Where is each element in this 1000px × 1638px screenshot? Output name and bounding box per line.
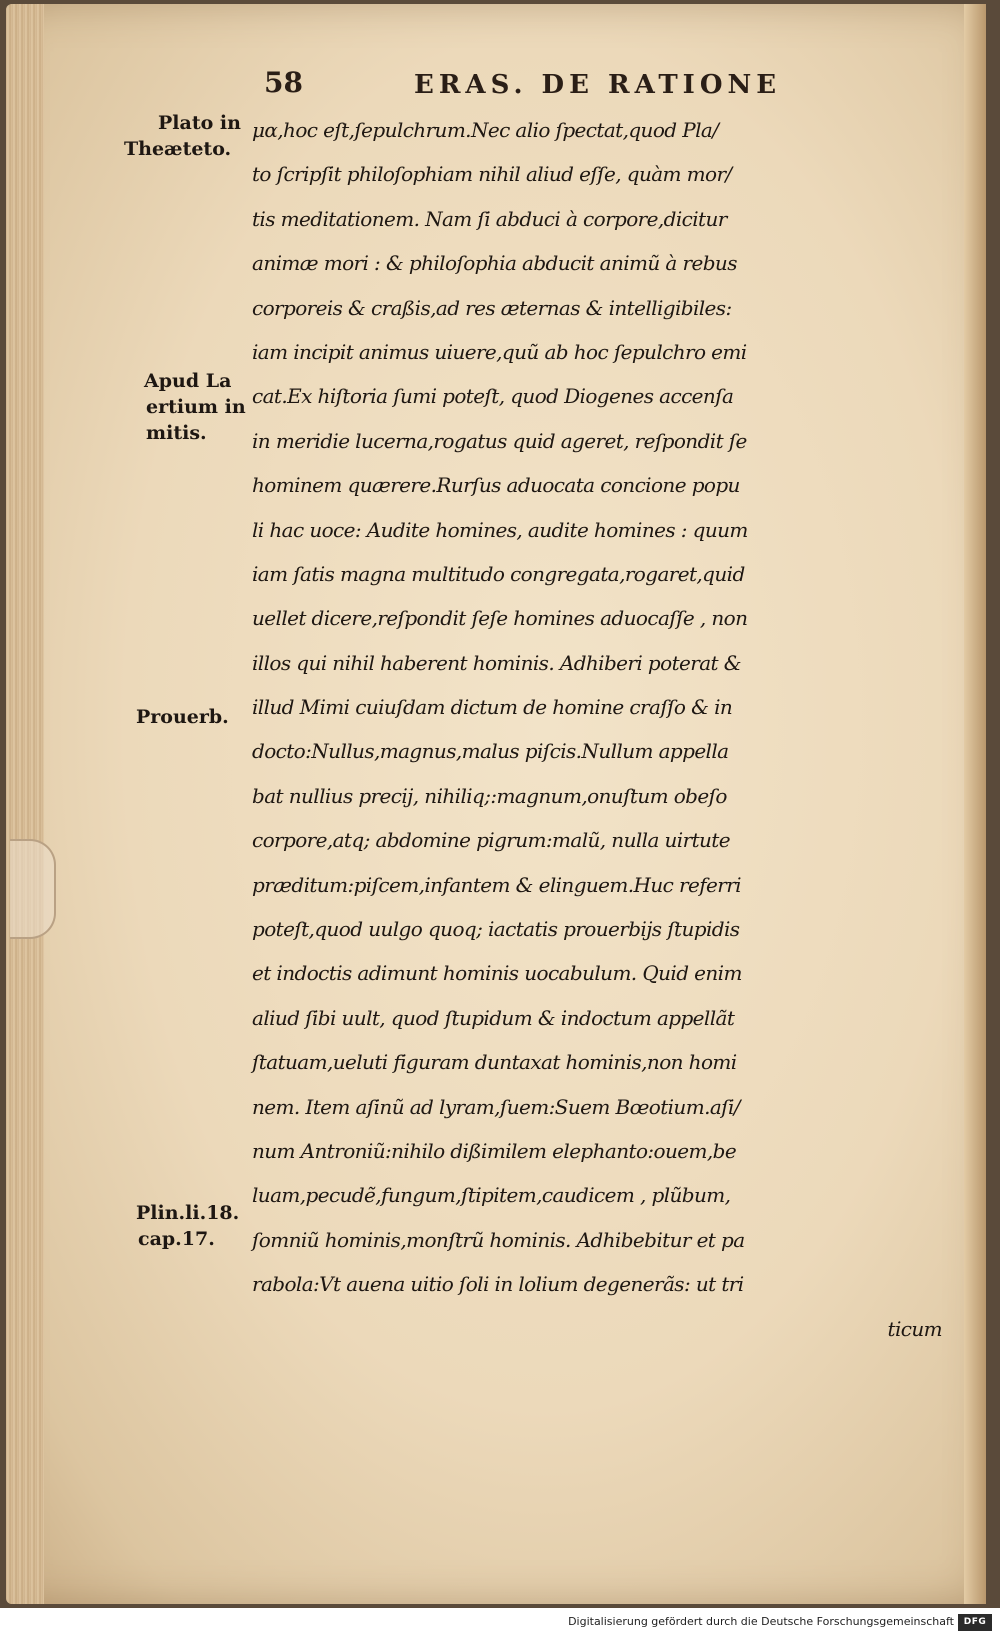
margin-note: mitis. <box>146 422 207 444</box>
text-line: to ſcripſit philoſophiam nihil aliud eſſe, quàm mor/ <box>252 162 732 187</box>
text-line: li hac uoce: Audite homines, audite homines : quum <box>252 517 748 542</box>
text-line: docto:Nullus,magnus,malus piſcis.Nullum appella <box>252 739 729 764</box>
text-line: nem. Item aſinũ ad lyram,ſuem:Suem Bœotium.aſi/ <box>252 1094 740 1119</box>
text-line: illud Mimi cuiuſdam dictum de homine craſſo & in <box>252 695 733 720</box>
page-number: 58 <box>264 66 303 99</box>
running-head: ERAS. DE RATIONE <box>414 70 782 100</box>
text-line: cat.Ex hiſtoria ſumi poteſt, quod Diogenes accenſa <box>252 384 734 409</box>
margin-note: ertium in <box>146 396 246 418</box>
margin-note: Plato in <box>158 112 241 134</box>
text-line: bat nullius precij, nihiliq;:magnum,onuſtum obeſo <box>252 783 727 808</box>
text-line: rabola:Vt auena uitio ſoli in lolium degenerãs: ut tri <box>252 1272 744 1297</box>
page-header <box>264 66 804 106</box>
page-clip-mark <box>10 839 56 939</box>
page-block-edge <box>6 4 44 1604</box>
text-line: hominem quærere.Rurſus aduocata concione popu <box>252 473 740 498</box>
text-line: tis meditationem. Nam ſi abduci à corpore,dicitur <box>252 206 727 231</box>
text-line: in meridie lucerna,rogatus quid ageret, reſpondit ſe <box>252 428 747 453</box>
funding-credit: Digitalisierung gefördert durch die Deutsche Forschungsgemeinschaft <box>568 1615 954 1628</box>
margin-note: Prouerb. <box>136 706 229 728</box>
text-line: corporeis & craßis,ad res æternas & intelligibiles: <box>252 295 732 320</box>
text-line: num Antroniũ:nihilo dißimilem elephanto:ouem,be <box>252 1138 737 1163</box>
book-page <box>6 4 986 1604</box>
text-line: præditum:piſcem,infantem & elinguem.Huc referri <box>252 872 741 897</box>
text-line: illos qui nihil haberent hominis. Adhiberi poterat & <box>252 650 741 675</box>
dfg-logo: DFG <box>958 1614 992 1631</box>
margin-note: cap.17. <box>138 1228 215 1250</box>
margin-note: Theæteto. <box>124 138 232 160</box>
text-line: uellet dicere,reſpondit ſeſe homines aduocaſſe , non <box>252 606 748 631</box>
margin-note: Apud La <box>144 370 232 392</box>
text-line: iam ſatis magna multitudo congregata,rogaret,quid <box>252 561 745 586</box>
catchword: ticum <box>887 1316 942 1341</box>
text-line: luam,pecudẽ,fungum,ſtipitem,caudicem , plũbum, <box>252 1183 731 1208</box>
text-line: corpore,atq; abdomine pigrum:malũ, nulla uirtute <box>252 828 730 853</box>
text-line: ſtatuam,ueluti figuram duntaxat hominis,non homi <box>252 1050 737 1075</box>
text-line: μα,hoc eſt,ſepulchrum.Nec alio ſpectat,quod Pla/ <box>252 118 719 142</box>
margin-note: Plin.li.18. <box>136 1202 240 1224</box>
footer-bar <box>0 1608 1000 1638</box>
text-line: ſomniũ hominis,monſtrũ hominis. Adhibebitur et pa <box>252 1227 745 1252</box>
page-gutter-shadow <box>964 4 986 1604</box>
text-line: aliud ſibi uult, quod ſtupidum & indoctum appellãt <box>252 1005 735 1030</box>
text-line: poteſt,quod uulgo quoq; iactatis prouerbijs ſtupidis <box>252 917 740 942</box>
body-text <box>252 108 952 1351</box>
text-line: et indoctis adimunt hominis uocabulum. Quid enim <box>252 961 742 986</box>
text-line: iam incipit animus uiuere,quũ ab hoc ſepulchro emi <box>252 339 747 364</box>
text-line: animæ mori : & philoſophia abducit animũ à rebus <box>252 251 737 276</box>
